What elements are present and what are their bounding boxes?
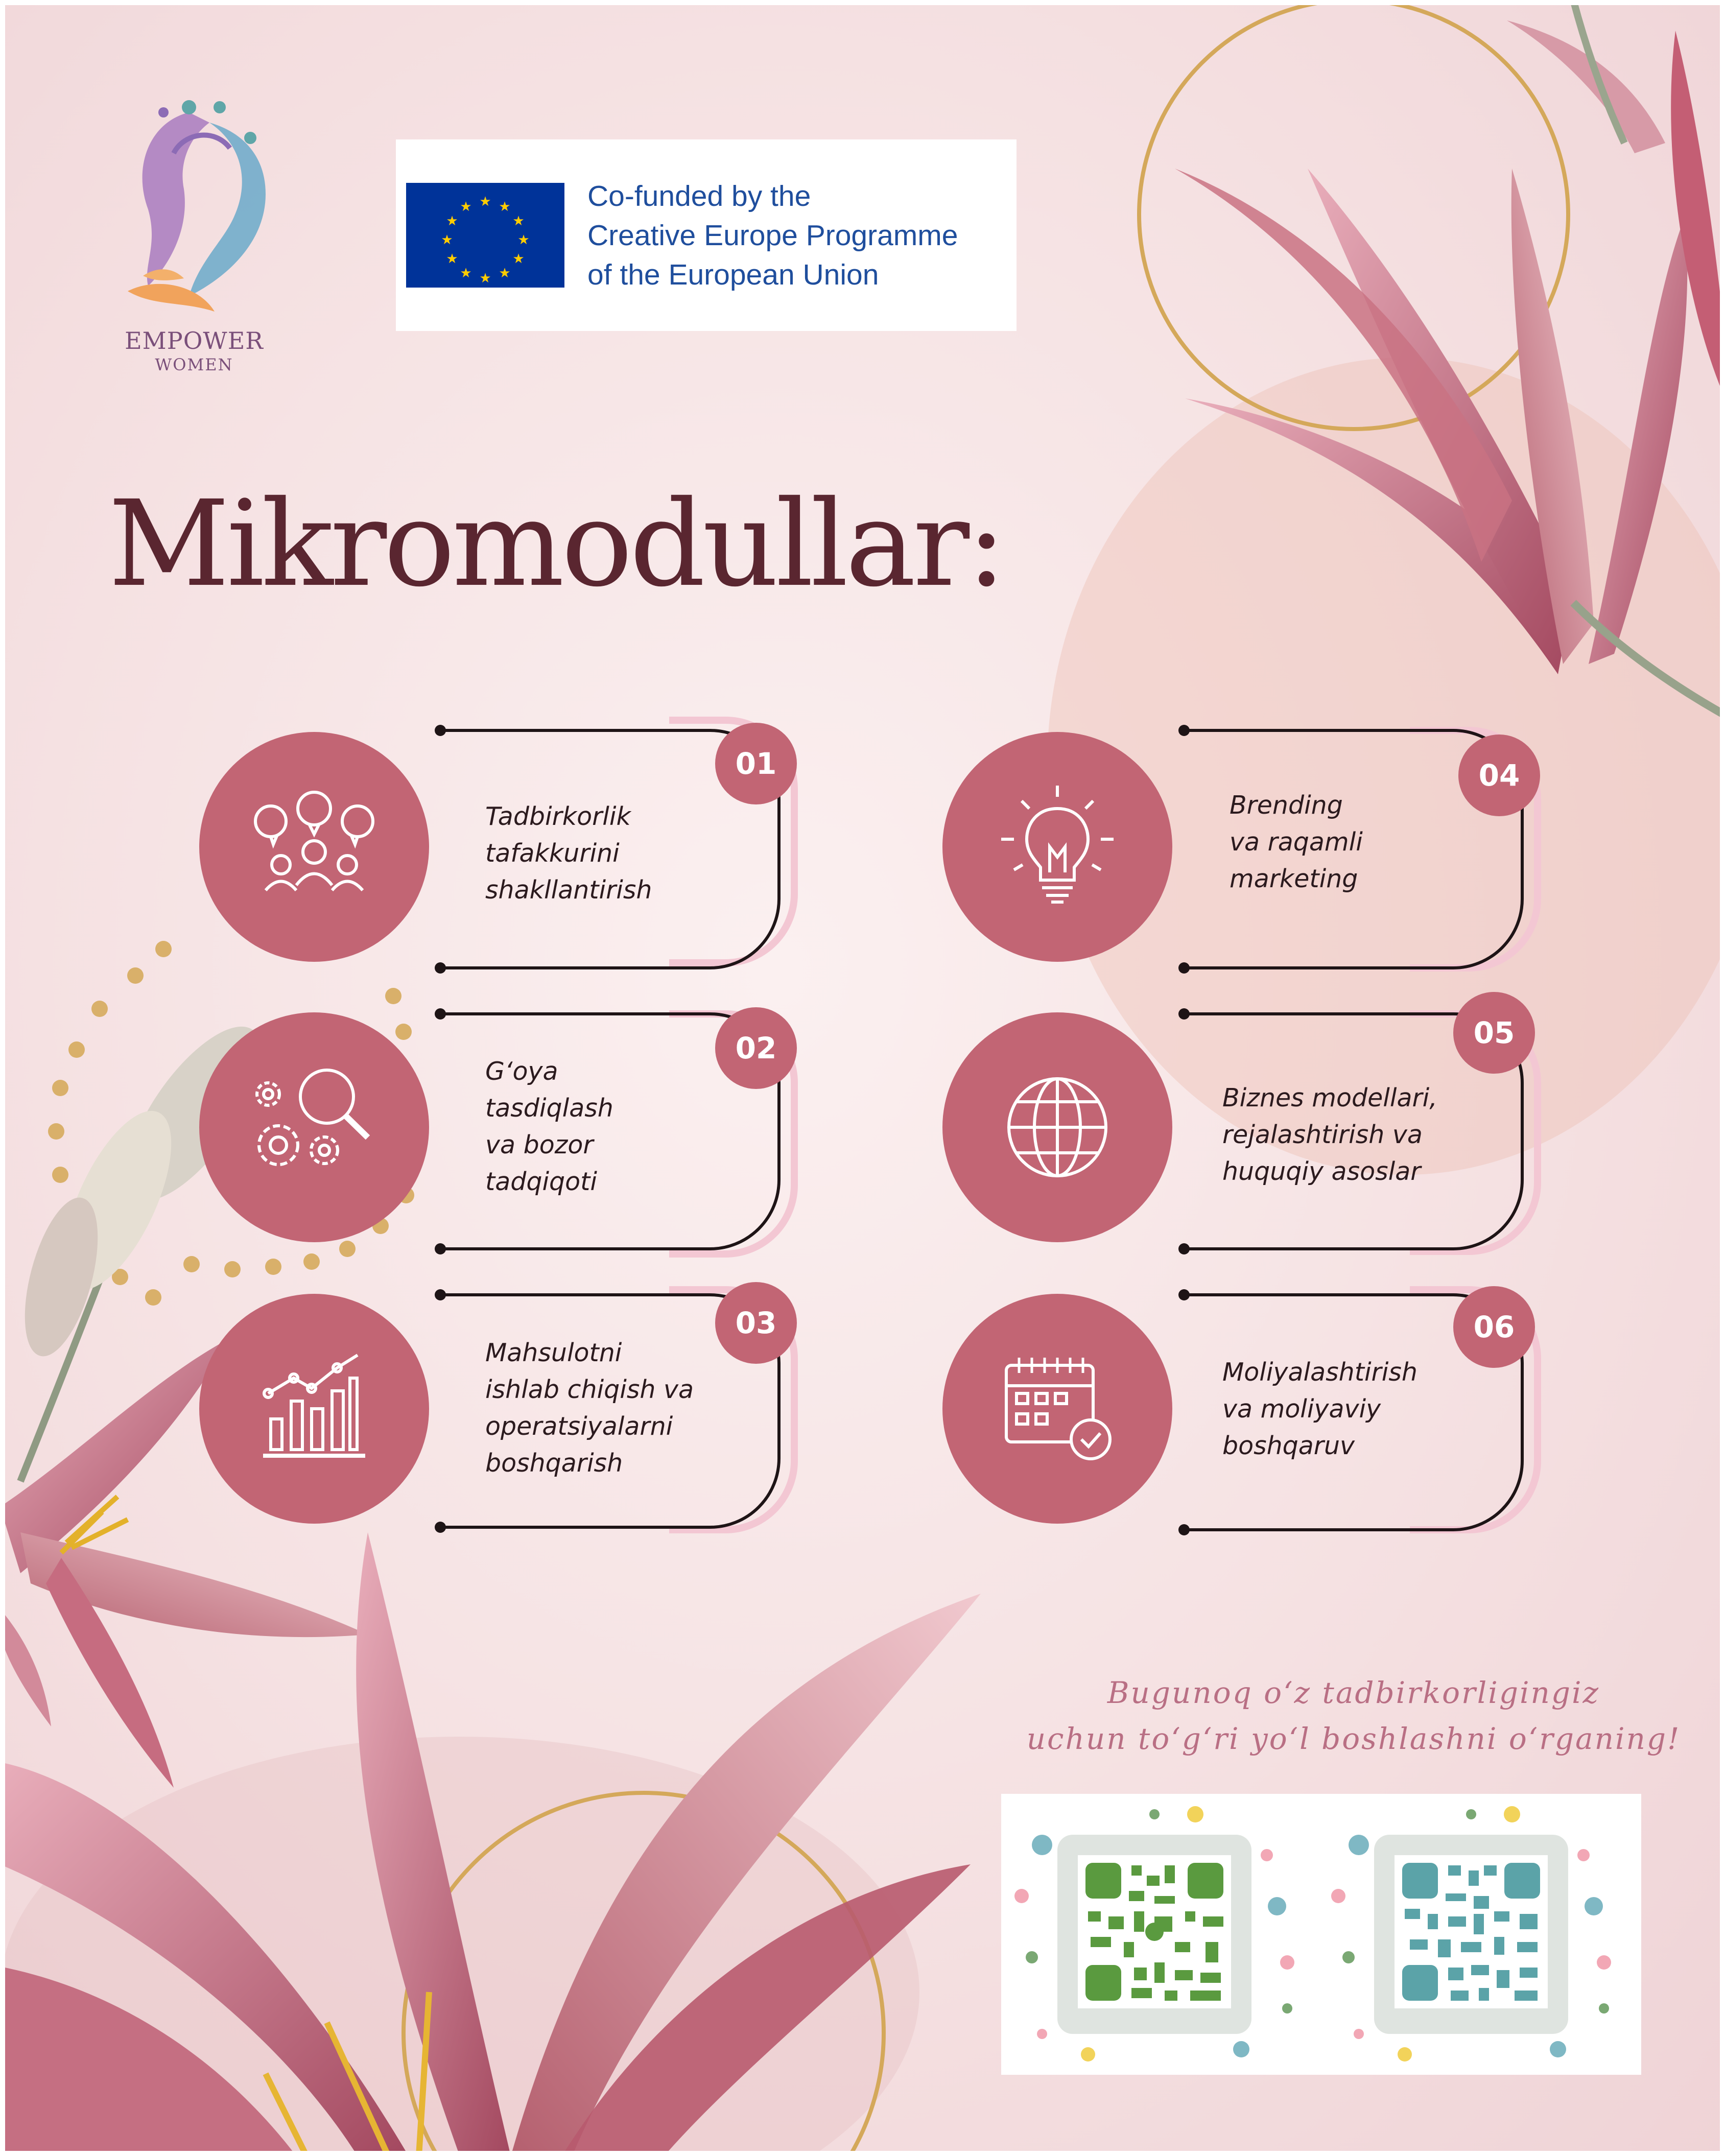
svg-text:★: ★ bbox=[479, 194, 491, 209]
module-number-badge: 03 bbox=[715, 1282, 797, 1364]
svg-text:★: ★ bbox=[499, 199, 511, 215]
module-number-badge: 04 bbox=[1458, 735, 1540, 816]
module-title-line: shakllantirish bbox=[485, 875, 652, 905]
module-title-line: va bozor bbox=[485, 1130, 594, 1159]
module-icon-circle bbox=[942, 1012, 1172, 1242]
tagline-line-2: uchun to‘g‘ri yo‘l boshlashni o‘rganing! bbox=[1026, 1721, 1681, 1756]
module-number-badge: 06 bbox=[1453, 1286, 1535, 1368]
qr-code-teal[interactable] bbox=[1318, 1794, 1624, 2075]
module-title-line: Tadbirkorlik bbox=[485, 802, 631, 831]
module-title-line: Moliyalashtirish bbox=[1222, 1358, 1417, 1387]
globe-icon bbox=[991, 1061, 1124, 1194]
module-01 bbox=[199, 732, 833, 977]
svg-text:★: ★ bbox=[460, 199, 472, 215]
module-title-line: Brending bbox=[1230, 791, 1343, 820]
module-05 bbox=[942, 1012, 1576, 1258]
module-number-badge: 01 bbox=[715, 723, 797, 804]
module-title-line: G‘oya bbox=[485, 1057, 558, 1086]
people-speech-bubbles-icon bbox=[248, 780, 381, 913]
svg-text:★: ★ bbox=[446, 251, 458, 267]
module-icon-circle bbox=[199, 732, 429, 962]
funding-line-2: Creative Europe Programme bbox=[587, 219, 958, 252]
module-icon-circle bbox=[942, 1294, 1172, 1524]
brand-name: EMPOWER bbox=[125, 327, 264, 354]
module-title-line: rejalashtirish va bbox=[1222, 1120, 1423, 1149]
svg-text:★: ★ bbox=[517, 232, 530, 248]
calendar-check-icon bbox=[991, 1342, 1124, 1475]
qr-codes-panel bbox=[1001, 1794, 1641, 2075]
svg-text:★: ★ bbox=[460, 266, 472, 281]
module-icon-circle bbox=[199, 1294, 429, 1524]
module-title-line: boshqaruv bbox=[1222, 1431, 1355, 1460]
module-icon-circle bbox=[942, 732, 1172, 962]
module-title-line: boshqarish bbox=[485, 1449, 623, 1478]
svg-text:★: ★ bbox=[479, 271, 491, 286]
module-number-badge: 05 bbox=[1453, 992, 1535, 1074]
module-number-badge: 02 bbox=[715, 1007, 797, 1089]
module-02 bbox=[199, 1012, 833, 1258]
module-icon-circle bbox=[199, 1012, 429, 1242]
module-04 bbox=[942, 732, 1576, 977]
module-title-line: ishlab chiqish va bbox=[485, 1375, 694, 1404]
module-title-line: tafakkurini bbox=[485, 839, 620, 868]
page-title: Mikromodullar: bbox=[108, 475, 1004, 613]
bar-chart-trend-icon bbox=[248, 1342, 381, 1475]
qr-code-green[interactable] bbox=[1001, 1794, 1308, 2075]
module-title-line: tadqiqoti bbox=[485, 1167, 597, 1196]
svg-text:★: ★ bbox=[512, 251, 525, 267]
svg-text:★: ★ bbox=[441, 232, 453, 248]
lightbulb-icon bbox=[991, 780, 1124, 913]
svg-text:★: ★ bbox=[446, 214, 458, 229]
module-title-line: tasdiqlash bbox=[485, 1094, 613, 1123]
module-title-line: Biznes modellari, bbox=[1222, 1083, 1437, 1112]
svg-text:★: ★ bbox=[499, 266, 511, 281]
module-title-line: va raqamli bbox=[1230, 827, 1363, 857]
module-title-line: va moliyaviy bbox=[1222, 1394, 1381, 1424]
module-title-line: huquqiy asoslar bbox=[1222, 1157, 1421, 1186]
brand-sub: WOMEN bbox=[155, 355, 233, 374]
module-title-line: Mahsulotni bbox=[485, 1338, 622, 1367]
tagline-line-1: Bugunoq o‘z tadbirkorligingiz bbox=[1107, 1675, 1600, 1710]
svg-text:★: ★ bbox=[512, 214, 525, 229]
module-06 bbox=[942, 1294, 1576, 1539]
gears-magnifier-icon bbox=[248, 1061, 381, 1194]
module-title-line: operatsiyalarni bbox=[485, 1412, 673, 1441]
funding-line-3: of the European Union bbox=[587, 258, 879, 291]
module-03 bbox=[199, 1294, 833, 1539]
funding-line-1: Co-funded by the bbox=[587, 180, 811, 212]
module-title-line: marketing bbox=[1230, 864, 1358, 893]
